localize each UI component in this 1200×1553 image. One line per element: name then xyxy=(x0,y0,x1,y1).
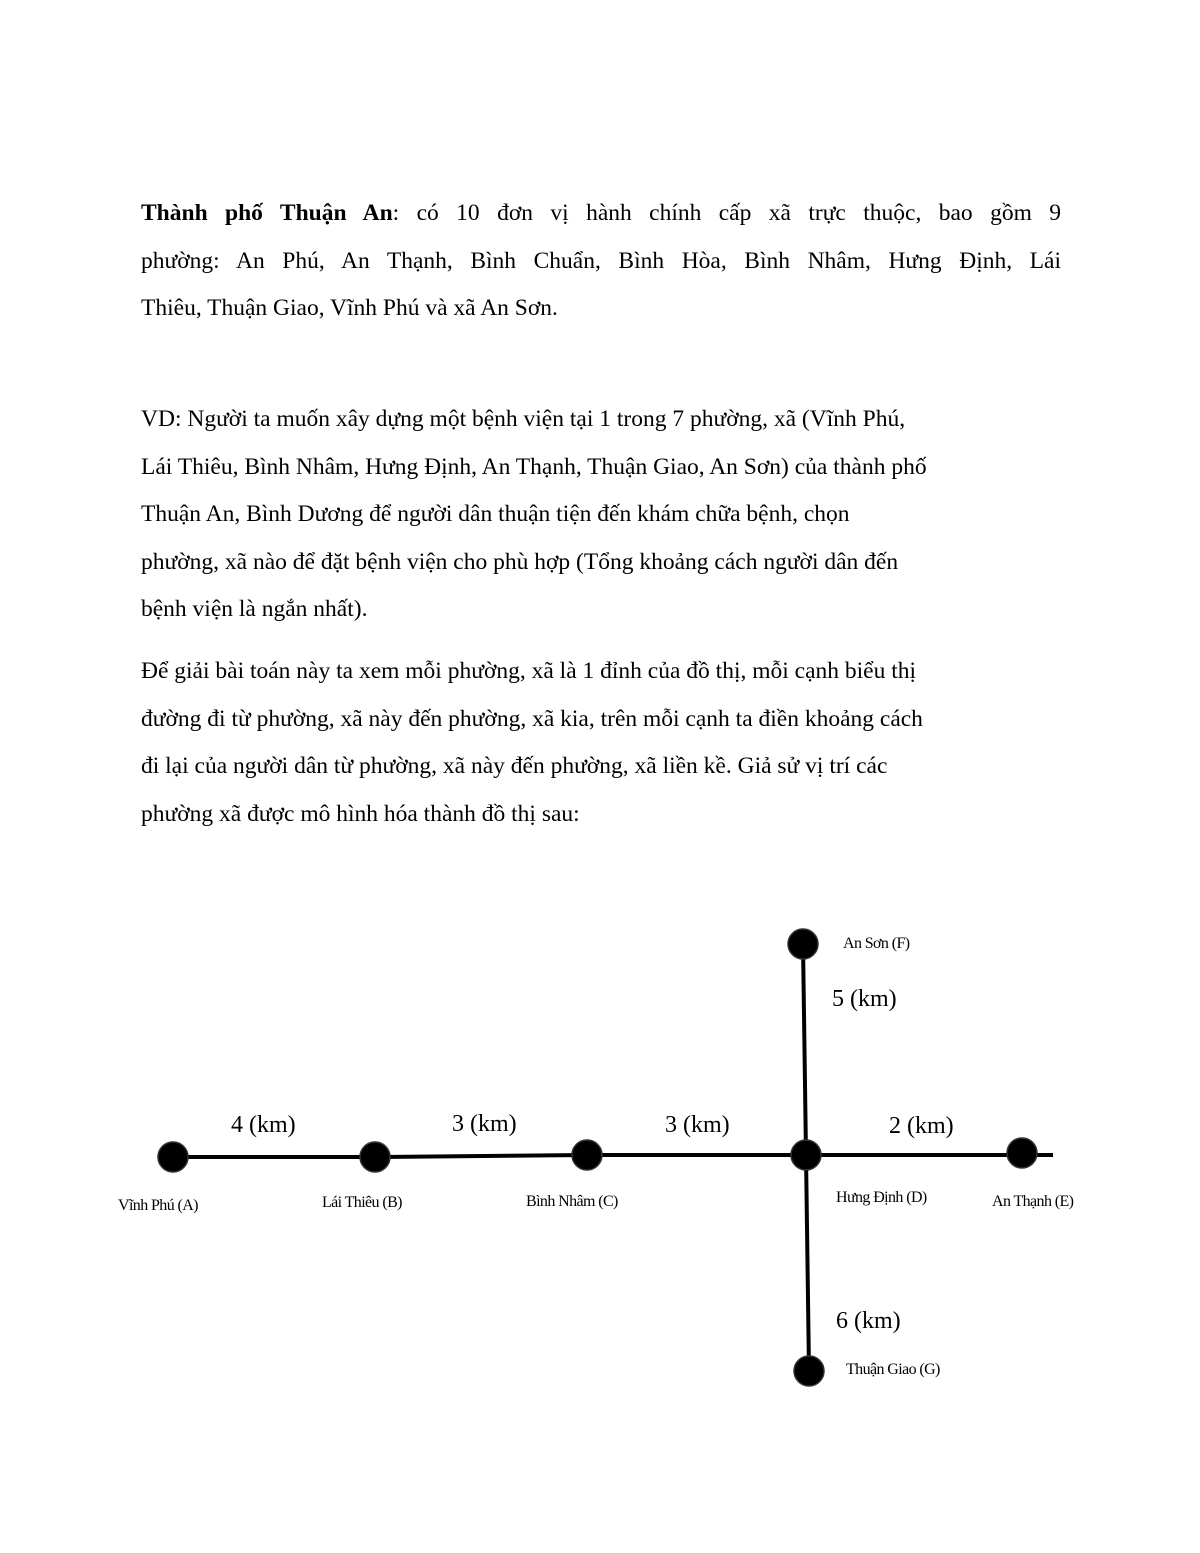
label-edge-d-f: 5 (km) xyxy=(832,986,897,1012)
label-node-e: An Thạnh (E) xyxy=(992,1193,1074,1210)
paragraph-method xyxy=(141,648,1061,838)
intro-line-3: Thiêu, Thuận Giao, Vĩnh Phú và xã An Sơn. xyxy=(141,295,558,321)
example-line-4: phường, xã nào để đặt bệnh viện cho phù hợp (Tổng khoảng cách người dân đến xyxy=(141,548,899,575)
method-line-4: phường xã được mô hình hóa thành đồ thị sau: xyxy=(141,800,580,827)
label-node-g: Thuận Giao (G) xyxy=(846,1361,940,1378)
label-node-c: Bình Nhâm (C) xyxy=(526,1193,618,1210)
label-edge-d-e: 2 (km) xyxy=(889,1113,954,1139)
edge-d-g xyxy=(806,1155,809,1371)
intro-line-1 xyxy=(141,190,1061,238)
label-edge-d-g: 6 (km) xyxy=(836,1308,901,1334)
node-a xyxy=(158,1142,188,1172)
label-edge-c-d: 3 (km) xyxy=(665,1112,730,1138)
label-node-f: An Sơn (F) xyxy=(843,935,910,952)
edge-d-f xyxy=(803,944,806,1155)
example-line-2: Lái Thiêu, Bình Nhâm, Hưng Định, An Thạnh, Thuận Giao, An Sơn) của thành phố xyxy=(141,453,927,480)
example-line-3: Thuận An, Bình Dương để người dân thuận tiện đến khám chữa bệnh, chọn xyxy=(141,501,850,527)
label-node-a: Vĩnh Phú (A) xyxy=(118,1197,198,1214)
example-line-5: bệnh viện là ngắn nhất). xyxy=(141,596,368,622)
ward-graph-diagram xyxy=(0,900,1200,1420)
method-line-1: Để giải bài toán này ta xem mỗi phường, xã là 1 đỉnh của đồ thị, mỗi cạnh biểu thị xyxy=(141,658,917,684)
label-node-b: Lái Thiêu (B) xyxy=(322,1194,402,1211)
method-line-3: đi lại của người dân từ phường, xã này đến phường, xã liền kề. Giả sử vị trí các xyxy=(141,753,888,779)
label-edge-b-c: 3 (km) xyxy=(452,1111,517,1137)
label-edge-a-b: 4 (km) xyxy=(231,1112,296,1138)
intro-line-2: phường: An Phú, An Thạnh, Bình Chuẩn, Bình Hòa, Bình Nhâm, Hưng Định, Lái xyxy=(141,247,1061,274)
node-c xyxy=(572,1140,602,1170)
edge-b-c xyxy=(375,1155,587,1157)
node-e xyxy=(1007,1138,1037,1168)
paragraph-intro xyxy=(141,190,1061,333)
method-line-2: đường đi từ phường, xã này đến phường, xã kia, trên mỗi cạnh ta điền khoảng cách xyxy=(141,705,923,732)
node-d xyxy=(791,1140,821,1170)
paragraph-example xyxy=(141,396,1061,634)
label-node-d: Hưng Định (D) xyxy=(836,1189,927,1206)
node-f xyxy=(788,929,818,959)
node-g xyxy=(794,1356,824,1386)
node-b xyxy=(360,1142,390,1172)
intro-line-1-rest: : có 10 đơn vị hành chính cấp xã trực thuộc, bao gồm 9 xyxy=(392,200,1061,226)
example-line-1: VD: Người ta muốn xây dựng một bệnh viện tại 1 trong 7 phường, xã (Vĩnh Phú, xyxy=(141,406,906,432)
city-name: Thành phố Thuận An xyxy=(141,200,393,226)
